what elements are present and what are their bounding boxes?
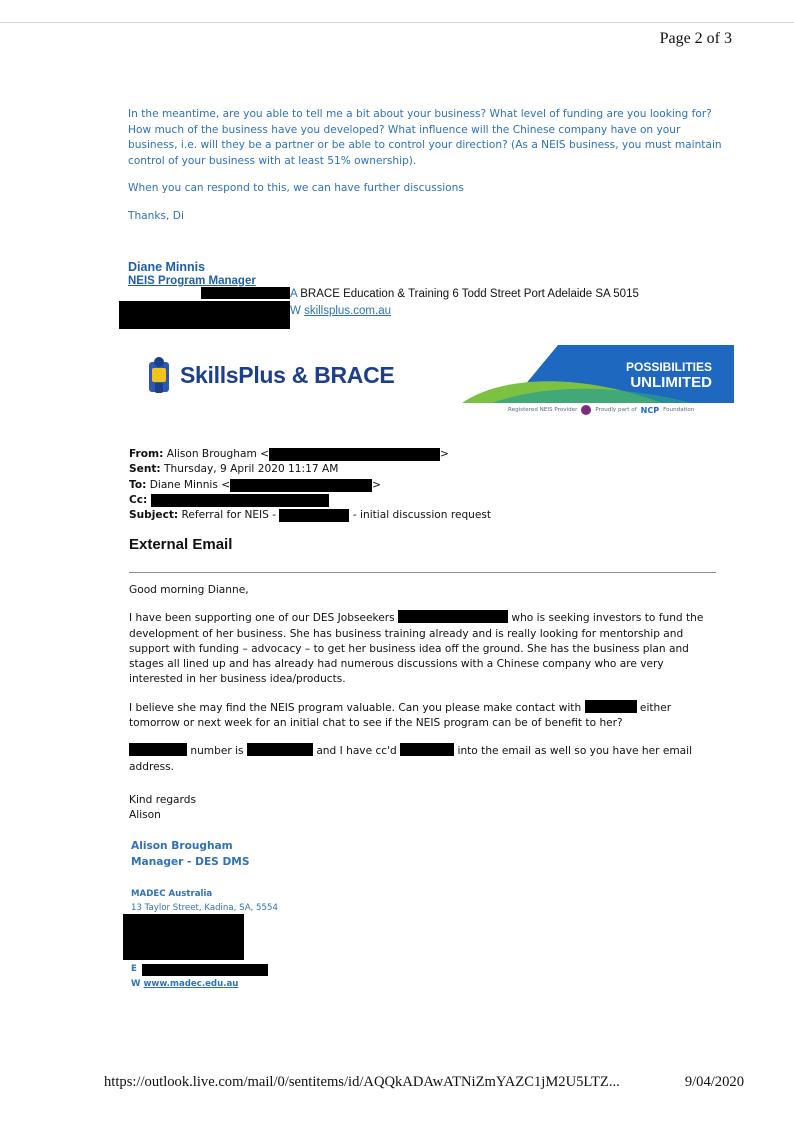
possibilities-banner [462,345,734,403]
subject-suffix: - initial discussion request [352,509,492,522]
web-label: W [131,979,141,989]
to-row [129,478,491,493]
redaction-block [585,700,637,713]
redaction-block [247,743,313,756]
sent-value: Thursday, 9 April 2020 11:17 AM [164,463,339,476]
regards: Kind regards [129,793,196,806]
p2-rest: either tomorrow or next week for an initial chat to see if the NEIS program can be of benefit to her? [129,701,672,730]
address-lead: A [290,288,298,300]
banner-line1: POSSIBILITIES [625,360,712,374]
org-name: MADEC Australia [131,889,213,899]
sender-name: Alison Brougham [131,840,233,852]
redaction-block [123,914,244,960]
from-label: From: [129,448,164,460]
email-header [129,447,491,523]
ncp-logo-icon: NCP [640,405,660,415]
angle-close: > [440,448,449,460]
closing [129,793,719,824]
header-divider [129,572,716,573]
skillsplus-logo [146,356,394,394]
redaction-block [279,509,349,522]
sender-title: Manager - DES DMS [131,856,250,868]
cc-label: Cc: [129,493,148,506]
website-link[interactable]: skillsplus.com.au [304,305,391,317]
redaction-block [230,479,372,492]
angle-close: > [372,478,382,491]
signoff: Alison [129,809,161,822]
redaction-block [398,610,508,623]
signature-title: NEIS Program Manager [128,275,256,287]
reply-thanks: Thanks, Di [128,209,184,222]
logo-text: SkillsPlus & BRACE [180,361,395,388]
reply-respond: When you can respond to this, we can have further discussions [128,182,464,194]
from-row [129,447,491,462]
signature-website [290,305,391,317]
signature-address [290,288,639,300]
p3-b: and I have cc'd [316,745,397,758]
body-paragraph-2 [129,700,719,732]
org-address: 13 Taylor Street, Kadina, SA, 5554 [131,903,278,913]
subject-row [129,508,491,523]
caption-org: Foundation [663,407,695,413]
redaction-block [400,743,454,756]
caption-left: Registered NEIS Provider [508,407,578,413]
sent-label: Sent: [129,463,161,476]
sent-row [129,462,491,477]
greeting: Good morning Dianne, [129,584,249,596]
p2-start: I believe she may find the NEIS program valuable. Can you please make contact with [129,701,582,714]
redaction-block [269,448,440,461]
p1-rest: who is seeking investors to fund the development of her business. She has business training already and is really looking for mentorship and support with funding – advocacy – to get her business idea off the ground. She has the business plan and stages all lined up and has already had numerous discussions with a Chinese company who are very interested in her business idea/products. [129,612,704,686]
to-value: Diane Minnis < [149,478,231,491]
caption-right: Proudly part of [595,407,637,413]
subject-prefix: Referral for NEIS - [181,509,277,522]
sender-signature [131,838,249,870]
redaction-block [129,743,187,756]
sender-organisation [131,887,278,915]
redaction-block [201,287,290,299]
reply-message [128,107,723,236]
from-value: Alison Brougham < [166,448,270,460]
p1-start: I have been supporting one of our DES Jobseekers [129,612,395,625]
neis-badge-icon [581,405,591,415]
to-label: To: [129,478,147,491]
web-row [131,977,268,992]
page-number: Page 2 of 3 [659,30,732,47]
redaction-block [119,301,290,329]
p3-c: into the email as well so you have her email address. [129,745,693,773]
p3-a: number is [190,745,244,758]
redaction-block [142,964,268,976]
email-label: E [131,964,137,974]
footer-date: 9/04/2020 [684,1074,744,1090]
website-lead: W [290,305,301,317]
footer-url: https://outlook.live.com/mail/0/sentitems/id/AQQkADAwATNiZmYAZC1jM2U5LTZ... [104,1074,620,1090]
banner-caption [508,405,694,415]
banner-line2: UNLIMITED [630,374,712,391]
reply-question: In the meantime, are you able to tell me a bit about your business? What level of funding are you looking for? How much of the business have you developed? What influence will the Chinese company have on your business, i.e. will they be a partner or be able to control your direction? (As a NEIS business, you must maintain control of your business with at least 51% ownership). [128,108,722,167]
body-paragraph-3 [129,743,719,775]
cc-row [129,493,491,508]
sender-contact [131,962,268,992]
email-body [129,583,719,836]
signature-name: Diane Minnis [128,260,206,274]
email-row [131,962,268,977]
skillsplus-emblem-icon [146,356,172,394]
subject-label: Subject: [129,509,179,522]
madec-website-link[interactable]: www.madec.edu.au [143,979,239,989]
address-text: BRACE Education & Training 6 Todd Street Port Adelaide SA 5015 [300,288,639,300]
print-footer [104,1074,744,1091]
external-email-label: External Email [129,536,233,553]
top-divider [0,22,794,23]
redaction-block [151,494,329,507]
body-paragraph-1 [129,610,719,687]
